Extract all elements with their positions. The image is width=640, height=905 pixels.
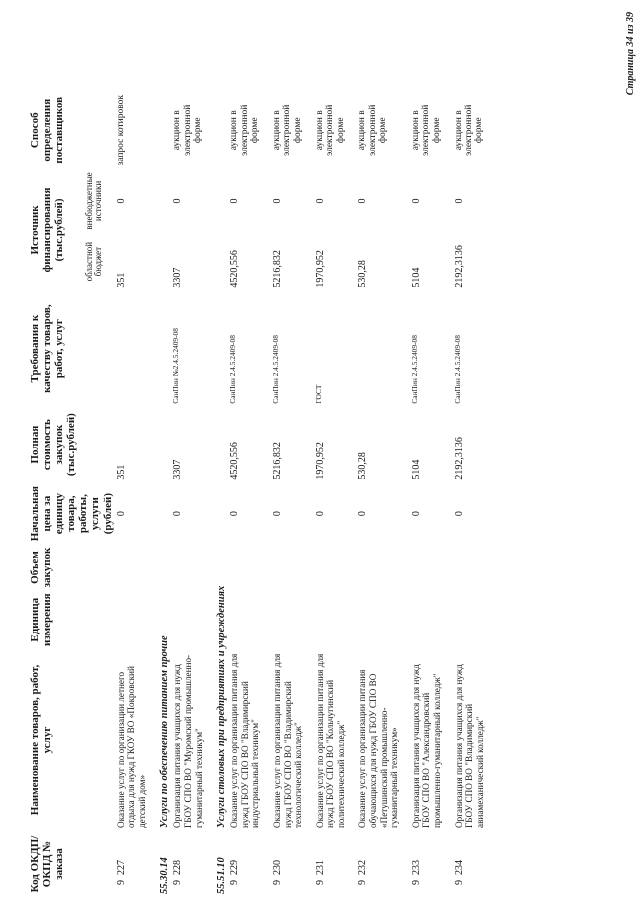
item-requirements: СанПин №2.4.5.2409-08: [171, 328, 181, 404]
item-requirements: СанПин 2.4.5.2409-08: [409, 335, 419, 404]
item-initial-price: 0: [172, 511, 184, 517]
item-requirements: СанПин 2.4.5.2409-08: [452, 335, 462, 404]
item-name: Организация питания учащихся для нужд ГБОУ СПО ВО "Муромский промышленно-гуманитарный техникум": [172, 654, 204, 828]
order-number: 232: [357, 860, 369, 875]
item-volume: [356, 545, 409, 591]
item-funding-regional: 530,28: [357, 260, 369, 288]
item-funding-offbudget: 0: [172, 198, 184, 204]
item-requirements: ГОСТ: [313, 384, 323, 404]
item-funding-offbudget: 0: [115, 198, 127, 204]
item-name: Оказание услуг по организации питания для нужд ГБОУ СПО ВО "Владимирский технологический колледж": [271, 653, 304, 828]
item-initial-price: 0: [357, 511, 369, 517]
header-total-cost: Полная стоимость закупок (тыс.рублей): [29, 413, 78, 477]
order-code: [171, 831, 214, 897]
item-funding-regional: 5216,832: [271, 250, 283, 288]
item-total-cost: 5104: [410, 459, 422, 480]
item-funding-offbudget: 0: [271, 198, 283, 204]
item-total-cost: 4520,556: [229, 442, 241, 480]
order-number: 233: [410, 860, 422, 875]
header-unit: Единица измерения: [29, 593, 54, 646]
item-method: аукцион в электронной форме: [314, 104, 346, 156]
table-row: [115, 91, 158, 897]
order-code-group: 9: [271, 880, 283, 885]
item-volume: [453, 545, 496, 591]
item-total-cost: 1970,952: [314, 442, 326, 480]
table-body: [115, 91, 496, 897]
header-funding: Источник финансирования (тыс.рублей): [29, 187, 66, 273]
procurement-table: [28, 91, 495, 897]
item-initial-price: 0: [271, 511, 283, 517]
section-title: Услуги столовых при предприятиях и учреждениях: [216, 585, 228, 828]
item-requirements: [356, 291, 409, 407]
item-total-cost: 530,28: [357, 452, 369, 480]
item-volume: [271, 545, 314, 591]
item-funding-offbudget: 0: [229, 198, 241, 204]
item-method: аукцион в электронной форме: [357, 104, 389, 156]
item-name: Оказание услуг по организации питания обучающихся для нужд ГБОУ СПО ВО «Петушинский промышленно-гуманитарный техникум»: [357, 669, 400, 828]
table-row: [271, 91, 314, 897]
order-number: 230: [271, 860, 283, 875]
item-funding-regional: 3307: [172, 267, 184, 288]
order-number: 234: [453, 860, 465, 875]
order-number: 229: [229, 860, 241, 875]
order-code-group: 9: [172, 880, 184, 885]
item-funding-regional: 5104: [410, 267, 422, 288]
table-row: [453, 91, 496, 897]
item-method: запрос котировок: [115, 94, 126, 166]
item-total-cost: 2192,3136: [453, 437, 465, 480]
order-code: [356, 831, 409, 897]
item-unit: [228, 590, 271, 649]
item-volume: [115, 545, 158, 591]
item-unit: [271, 590, 314, 649]
order-code-group: 9: [229, 880, 241, 885]
order-code: [453, 831, 496, 897]
item-funding-regional: 1970,952: [314, 250, 326, 288]
item-method: аукцион в электронной форме: [271, 104, 303, 156]
item-unit: [453, 590, 496, 649]
order-number: 228: [172, 860, 184, 875]
item-unit: [171, 590, 214, 649]
header-volume: Объем закупок: [29, 547, 54, 588]
item-funding-regional: 4520,556: [229, 250, 241, 288]
header-name: Наименование товаров, работ, услуг: [29, 664, 54, 816]
order-code: [314, 831, 357, 897]
item-initial-price: 0: [453, 511, 465, 517]
item-initial-price: 0: [410, 511, 422, 517]
header-method: Способ определения поставщиков: [29, 96, 66, 164]
item-initial-price: 0: [314, 511, 326, 517]
item-funding-offbudget: 0: [410, 198, 422, 204]
item-name: Организация питания учащихся для нужд ГБОУ СПО ВО "Александровский промышленно-гуманитарный колледж": [410, 664, 442, 828]
item-volume: [410, 545, 453, 591]
item-requirements: СанПин 2.4.5.2409-08: [270, 335, 280, 404]
order-number: 231: [314, 860, 326, 875]
order-code: [115, 831, 158, 897]
order-code: [271, 831, 314, 897]
header-initial-price: Начальная цена за единицу товара, работы, услуги (рублей): [29, 486, 114, 542]
header-funding-offbudget: внебюджетные источники: [83, 172, 104, 230]
item-total-cost: 5216,832: [271, 442, 283, 480]
section-title: Услуги по обеспечению питанием прочие: [159, 635, 171, 828]
item-name: Оказание услуг по организации летнего отдыха для нужд ГКОУ ВО «Покровский детский дом»: [115, 666, 147, 828]
item-name: Оказание услуг по организации питания для нужд ГБОУ СПО ВО "Владимирский индустриальный техникум": [229, 653, 261, 828]
item-initial-price: 0: [115, 511, 127, 517]
order-code-group: 9: [453, 880, 465, 885]
item-method: аукцион в электронной форме: [410, 104, 442, 156]
item-volume: [171, 545, 214, 591]
item-funding-offbudget: 0: [357, 198, 369, 204]
header-funding-regional: областной бюджет: [83, 241, 104, 282]
order-code-group: 9: [115, 880, 127, 885]
table-row: [410, 91, 453, 897]
item-funding-offbudget: 0: [314, 198, 326, 204]
item-volume: [228, 545, 271, 591]
order-code: [228, 831, 271, 897]
item-total-cost: 3307: [172, 459, 184, 480]
item-method: аукцион в электронной форме: [453, 104, 485, 156]
item-method: аукцион в электронной форме: [229, 104, 261, 156]
page-number: Страница 34 из 39: [625, 12, 636, 96]
table-row: [314, 91, 357, 897]
table-header-row: [28, 91, 81, 897]
item-method: аукцион в электронной форме: [172, 104, 204, 156]
table-row: [228, 91, 271, 897]
item-name: Оказание услуг по организации питания для нужд ГБОУ СПО ВО "Кольчугинский политехнический колледж": [314, 653, 346, 828]
table-row: [356, 91, 409, 897]
header-requirements: Требования к качеству товаров, работ, услуг: [29, 304, 66, 393]
table-row: [171, 91, 214, 897]
item-unit: [115, 590, 158, 649]
item-funding-offbudget: 0: [453, 198, 465, 204]
order-code-group: 9: [410, 880, 422, 885]
item-unit: [314, 590, 357, 649]
item-funding-regional: 2192,3136: [453, 245, 465, 288]
section-row: [157, 91, 171, 897]
item-unit: [356, 590, 409, 649]
item-funding-regional: 351: [115, 272, 127, 288]
item-unit: [410, 590, 453, 649]
order-code: [410, 831, 453, 897]
item-requirements: СанПин 2.4.5.2409-08: [228, 335, 238, 404]
item-name: Организация питания учащихся для нужд ГБОУ СПО ВО "Владимирский авиамеханический колледж": [453, 664, 485, 828]
order-number: 227: [115, 860, 127, 875]
section-code: 55.51.10: [216, 857, 228, 894]
item-requirements: [115, 291, 158, 407]
item-volume: [314, 545, 357, 591]
header-code: Код ОКДП/ ОКПД № заказа: [29, 835, 66, 893]
item-initial-price: 0: [229, 511, 241, 517]
order-code-group: 9: [314, 880, 326, 885]
order-code-group: 9: [357, 880, 369, 885]
section-row: [214, 91, 228, 897]
item-total-cost: 351: [115, 464, 127, 480]
section-code: 55.30.14: [159, 857, 171, 894]
